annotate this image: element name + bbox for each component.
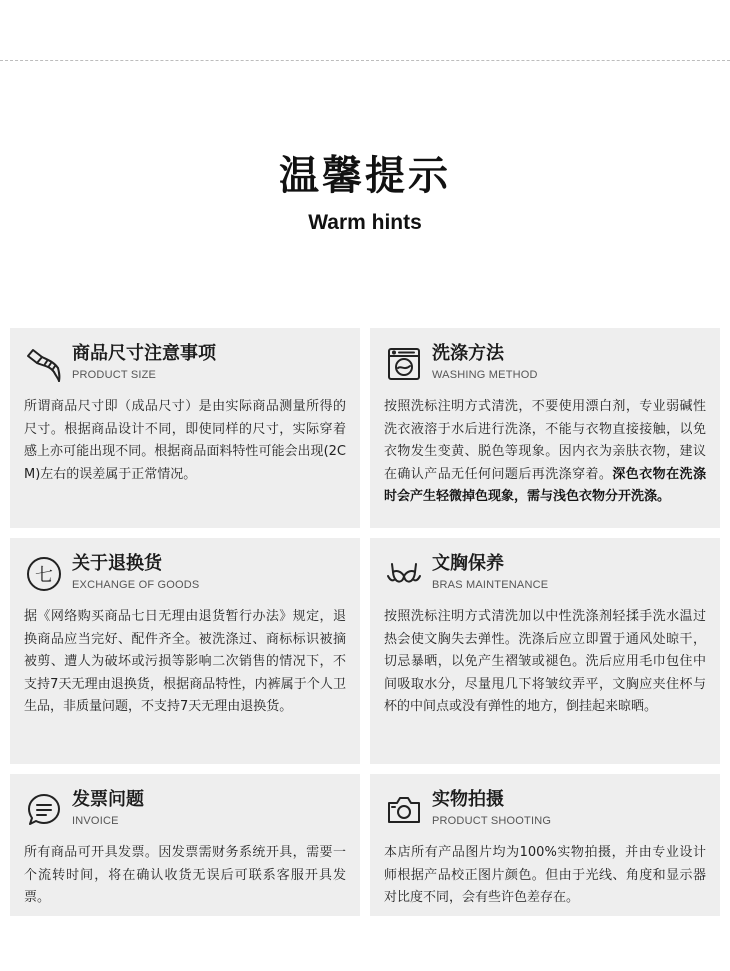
card-text: 据《网络购买商品七日无理由退货暂行办法》规定，退换商品应当完好、配件齐全。被洗涤过、商标标识被摘被剪、遭人为破坏或污损等影响二次销售的情况下，不支持7天无理由退换货，根据商品特性，内裤属于个人卫生品，非质量问题，不支持7天无理由退换货。 [24, 609, 346, 714]
card-subtitle: BRAS MAINTENANCE [432, 579, 549, 591]
card-title: 商品尺寸注意事项 [72, 343, 216, 364]
dashed-divider [0, 60, 730, 61]
card-title: 关于退换货 [72, 553, 162, 574]
card-header [384, 328, 706, 388]
card-text: 按照洗标注明方式清洗，不要使用漂白剂，专业弱碱性洗衣液溶于水后进行洗涤，不能与衣物直接接触，以免衣物发生变黄、脱色等现象。因内衣为亲肤衣物，建议在确认产品无任何问题后再洗涤穿着。 [384, 399, 706, 482]
washing-machine-icon [384, 344, 424, 384]
card-invoice [10, 774, 360, 916]
card-text-wrapper [384, 396, 706, 509]
card-header [24, 538, 346, 598]
card-title: 实物拍摄 [432, 789, 504, 810]
page-subtitle: Warm hints [308, 211, 422, 234]
card-title: 文胸保养 [432, 553, 504, 574]
card-product-shooting [370, 774, 720, 916]
card-subtitle: PRODUCT SHOOTING [432, 815, 552, 827]
card-product-size [10, 328, 360, 528]
card-text: 本店所有产品图片均为100%实物拍摄，并由专业设计师根据产品校正图片颜色。但由于光线、角度和显示器对比度不同，会有些许色差存在。 [384, 845, 706, 905]
card-bras-maintenance [370, 538, 720, 764]
card-title: 发票问题 [72, 789, 144, 810]
invoice-icon [24, 790, 64, 830]
bra-icon [384, 554, 424, 594]
card-text: 所有商品可开具发票。因发票需财务系统开具，需要一个流转时间，将在确认收货无误后可联系客服开具发票。 [24, 845, 346, 905]
card-text: 按照洗标注明方式清洗加以中性洗涤剂轻揉手洗水温过热会使文胸失去弹性。洗涤后应立即置于通风处晾干，切忌暴晒，以免产生褶皱或褪色。洗后应用毛巾包住中间吸取水分，尽量甩几下将皱纹弄平，文胸应夹住杯与杯的中间点或没有弹性的地方，倒挂起来晾晒。 [384, 609, 706, 714]
camera-icon [384, 790, 424, 830]
card-subtitle: INVOICE [72, 815, 119, 827]
card-text-emphasis: 深色衣物在洗涤时会产生轻微掉色现象，需与浅色衣物分开洗涤。 [384, 466, 706, 504]
page-title: 温馨提示 [279, 153, 451, 199]
card-exchange-of-goods [10, 538, 360, 764]
seven-days-icon [24, 554, 64, 594]
card-text: 所谓商品尺寸即（成品尺寸）是由实际商品测量所得的尺寸。根据商品设计不同，即使同样的尺寸，实际穿着感上亦可能出现不同。根据商品面料特性可能会出现(2CM)左右的误差属于正常情况。 [24, 399, 346, 482]
card-washing-method [370, 328, 720, 528]
card-subtitle: WASHING METHOD [432, 369, 538, 381]
card-subtitle: EXCHANGE OF GOODS [72, 579, 200, 591]
card-header [384, 774, 706, 834]
card-title: 洗涤方法 [432, 343, 504, 364]
tape-measure-icon [24, 344, 64, 384]
card-header [24, 328, 346, 388]
seven-days-glyph: 七 [35, 565, 53, 586]
card-header [24, 774, 346, 834]
card-header [384, 538, 706, 598]
card-subtitle: PRODUCT SIZE [72, 369, 157, 381]
